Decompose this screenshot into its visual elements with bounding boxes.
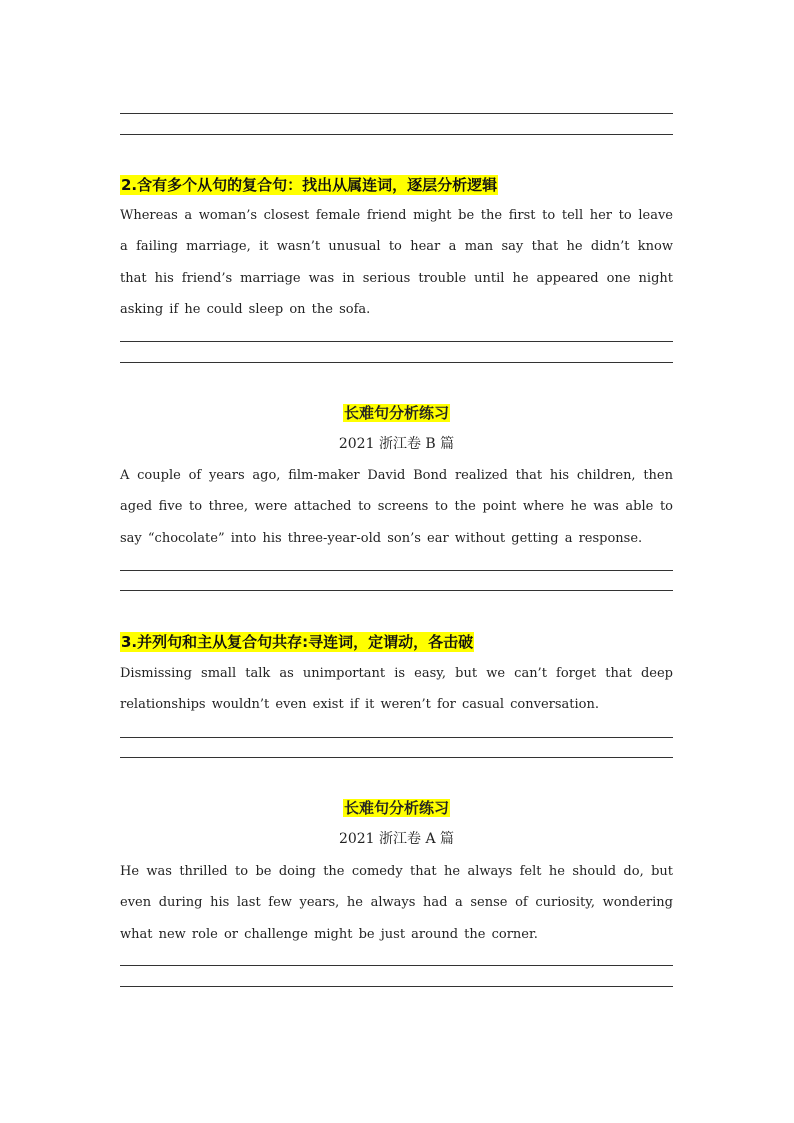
answer-line	[120, 590, 673, 591]
answer-line	[120, 362, 673, 363]
practice-1-subtitle: 2021 浙江卷 B 篇	[338, 436, 455, 452]
practice-1-title-text: 长难句分析练习	[343, 404, 449, 422]
practice-2-title-text: 长难句分析练习	[343, 799, 449, 817]
practice-2-text: He was thrilled to be doing the comedy that he always felt he should do, but even during his last few years, he always had a sense of curiosity, wondering what new role or challenge might be just around the corner.	[120, 864, 673, 942]
section-3-heading: 3.并列句和主从复合句共存:寻连词，定谓动，各击破	[121, 633, 474, 651]
practice-1-title	[120, 403, 673, 423]
answer-line	[120, 737, 673, 738]
practice-1-text: A couple of years ago, film-maker David Bond realized that his children, then aged five to three, were attached to screens to the point where he was able to say “chocolate” into his three-year-old son’s ear without getting a response.	[120, 468, 673, 546]
answer-line	[120, 341, 673, 342]
section-2-text: Whereas a woman’s closest female friend might be the first to tell her to leave a failing marriage, it wasn’t unusual to hear a man say that he didn’t know that his friend’s marriage was in serious trouble until he appeared one night asking if he could sleep on the sofa.	[120, 208, 673, 317]
answer-line	[120, 986, 673, 987]
answer-line	[120, 134, 673, 135]
answer-line	[120, 965, 673, 966]
answer-line	[120, 757, 673, 758]
answer-line	[120, 113, 673, 114]
practice-2-subtitle: 2021 浙江卷 A 篇	[338, 831, 455, 847]
section-2-heading: 2.含有多个从句的复合句：找出从属连词，逐层分析逻辑	[121, 176, 498, 194]
answer-line	[120, 570, 673, 571]
practice-2-title	[120, 798, 673, 818]
section-3-text: Dismissing small talk as unimportant is easy, but we can’t forget that deep relationships wouldn’t even exist if it weren’t for casual conversation.	[120, 666, 673, 713]
